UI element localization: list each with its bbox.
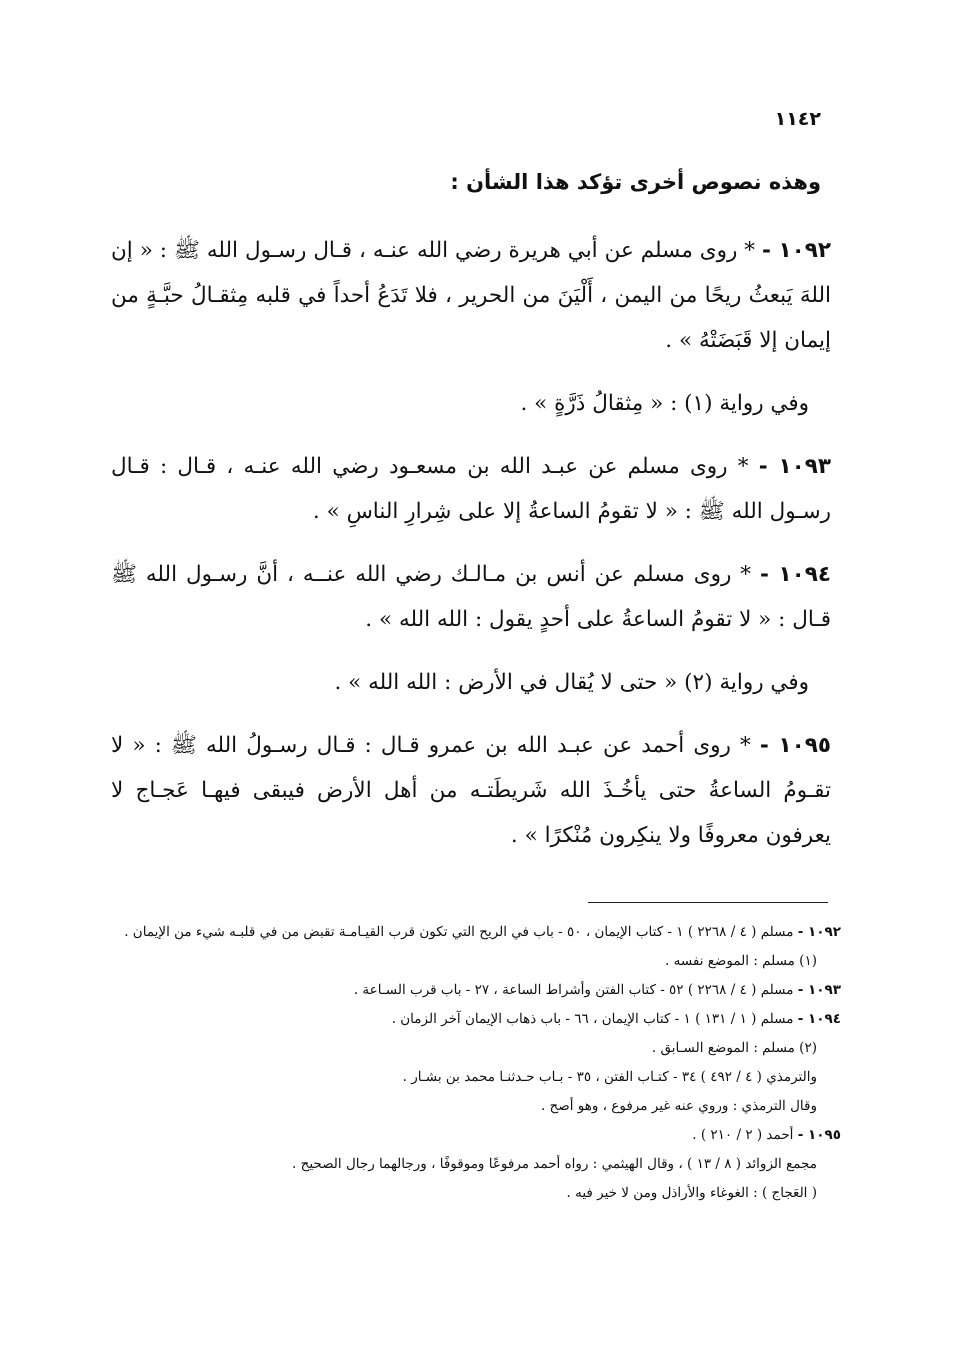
hadith-text: * روى مسلم عن أنس بن مـالـك رضي الله عنــه ، أنَّ رسـول الله ﷺ قـال : « لا تقومُ الساعةُ على أحدٍ يقول : الله الله » . [111, 562, 831, 632]
page-number: ١١٤٢ [774, 108, 821, 130]
footnote-1093 [106, 976, 841, 1005]
hadith-text: * روى مسلم عن عبـد الله بن مسعـود رضي الله عنـه ، قـال : قـال رسـول الله ﷺ : « لا تقومُ الساعةُ إلا على شِرارِ الناسِ » . [111, 454, 831, 524]
footnote-text: وقال الترمذي : وروي عنه غير مرفوع ، وهو أصح . [540, 1098, 817, 1114]
footnotes [106, 918, 841, 1208]
section-heading: وهذه نصوص أخرى تؤكد هذا الشأن : [450, 170, 821, 194]
footnote-text: مسلم ( ٤ / ٢٢٦٨ ) ٥٢ - كتاب الفتن وأشراط الساعة ، ٢٧ - باب قرب السـاعة . [353, 982, 798, 998]
hadith-number: ١٠٩٣ - [758, 454, 831, 479]
footnote-1095 [106, 1121, 841, 1150]
footnote-tirmidhi [106, 1063, 841, 1092]
narration-note-2 [111, 660, 831, 705]
footnote-text: مسلم ( ١ / ١٣١ ) ١ - كتاب الإيمان ، ٦٦ - باب ذهاب الإيمان آخر الزمان . [391, 1011, 798, 1027]
hadith-number: ١٠٩٢ - [761, 238, 831, 263]
hadith-1094 [111, 552, 831, 642]
footnote-text: والترمذي ( ٤ / ٤٩٢ ) ٣٤ - كتـاب الفتن ، ٣٥ - بـاب حـدثنـا محمد بن بشـار . [402, 1069, 817, 1085]
hadith-text: * روى أحمد عن عبـد الله بن عمرو قـال : قـال رسـولُ الله ﷺ : « لا تقـومُ الساعةُ حتى يأخُـذَ الله شَريطَتـه من أهل الأرض فيبقى فيهـا عَجـاج لا يعرفون معروفًا ولا ينكِرون مُنْكرًا » . [111, 733, 831, 848]
footnote-text: (٢) مسلم : الموضع السـابق . [651, 1040, 817, 1056]
footnote-text: مسلم ( ٤ / ٢٢٦٨ ) ١ - كتاب الإيمان ، ٥٠ - باب في الريح التي تكون قرب القيـامـة تقبض من في قلبـه شيء من الإيمان . [124, 924, 798, 940]
footnote-divider [588, 902, 828, 903]
footnote-ref-1 [106, 947, 841, 976]
footnote-ref-2 [106, 1034, 841, 1063]
footnote-majma [106, 1150, 841, 1179]
footnote-text: مجمع الزوائد ( ٨ / ١٣ ) ، وقال الهيثمي : رواه أحمد مرفوعًا وموقوفًا ، ورجالهما رجال الصحيح . [292, 1156, 817, 1172]
footnote-number: ١٠٩٣ - [797, 982, 841, 998]
footnote-text: (١) مسلم : الموضع نفسه . [665, 953, 817, 969]
hadith-1092 [111, 228, 831, 363]
footnote-text: أحمد ( ٢ / ٢١٠ ) . [692, 1127, 798, 1143]
main-text [111, 228, 831, 876]
narration-note-1 [111, 381, 831, 426]
narration-text: وفي رواية (١) : « مِثقالُ ذَرَّةٍ » . [520, 391, 809, 416]
hadith-number: ١٠٩٥ - [759, 733, 831, 758]
footnote-number: ١٠٩٢ - [797, 924, 841, 940]
hadith-1095 [111, 723, 831, 858]
footnote-number: ١٠٩٥ - [797, 1127, 841, 1143]
footnote-glossary [106, 1179, 841, 1208]
footnote-number: ١٠٩٤ - [797, 1011, 841, 1027]
footnote-text: ( العَجاج ) : الغوغاء والأراذل ومن لا خير فيه . [566, 1185, 817, 1201]
hadith-number: ١٠٩٤ - [759, 562, 831, 587]
hadith-text: * روى مسلم عن أبي هريرة رضي الله عنـه ، قـال رسـول الله ﷺ : « إن اللهَ يَبعثُ ريحًا من اليمن ، أَلْيَنَ من الحرير ، فلا تَدَعُ أحداً في قلبه مِثقـالُ حبَّـةٍ من إيمان إلا قَبَضَتْهُ » . [111, 238, 831, 353]
narration-text: وفي رواية (٢) « حتى لا يُقال في الأرض : الله الله » . [334, 670, 809, 695]
footnote-1094 [106, 1005, 841, 1034]
footnote-tirmidhi-comment [106, 1092, 841, 1121]
hadith-1093 [111, 444, 831, 534]
footnote-1092 [106, 918, 841, 947]
